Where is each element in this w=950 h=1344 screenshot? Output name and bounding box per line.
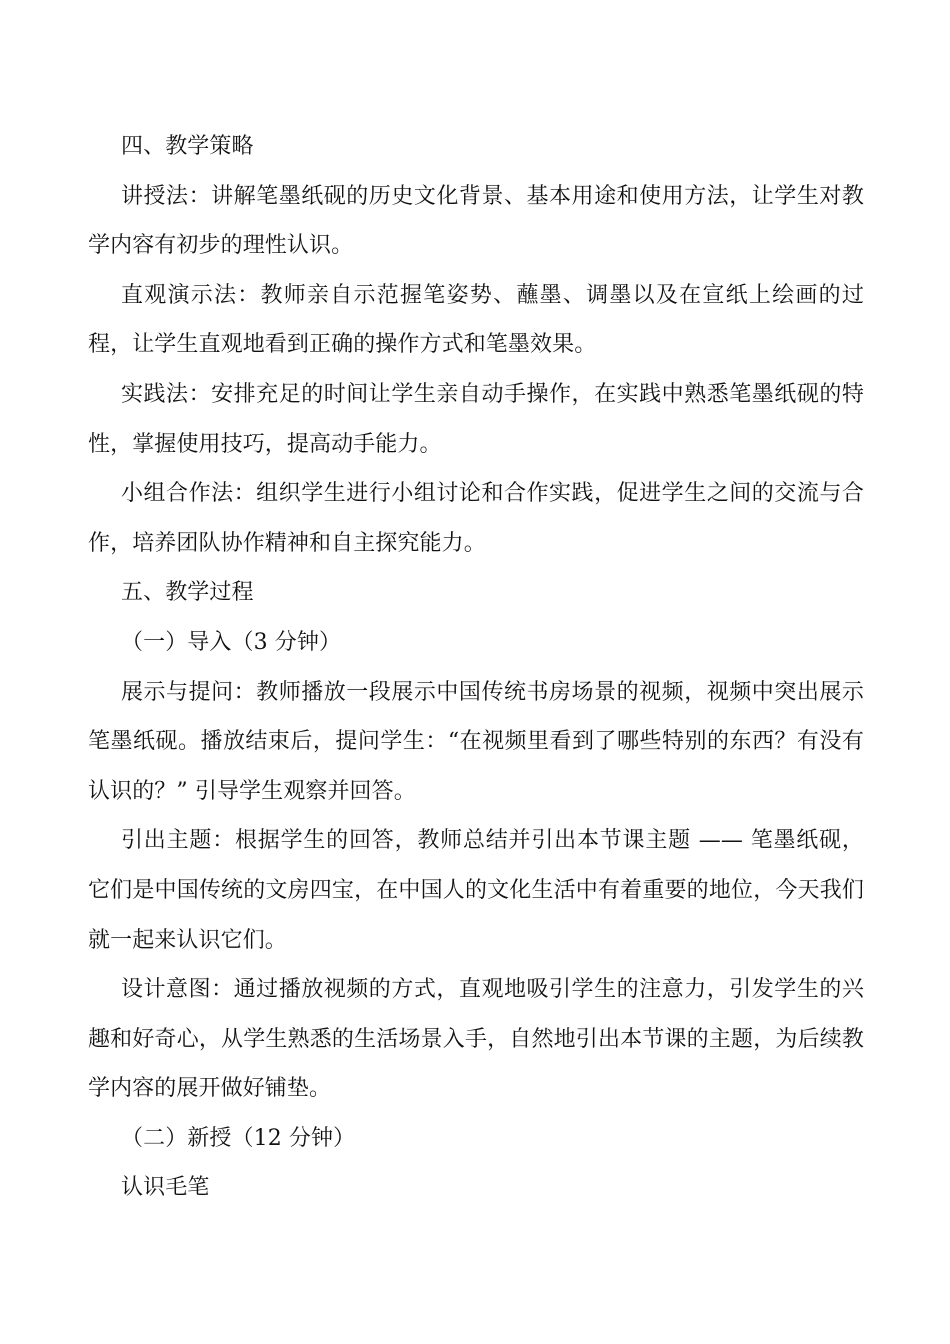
subheading-new-lesson: （二）新授（12 分钟） xyxy=(121,1125,356,1151)
paragraph-show-and-ask: 展示与提问：教师播放一段展示中国传统书房场景的视频，视频中突出展示笔墨纸砚。播放结束后，提问学生：“在视频里看到了哪些特别的东西？有没有认识的？” 引导学生观察并回答。 xyxy=(88,679,864,804)
subheading-introduction: （一）导入（3 分钟） xyxy=(121,629,342,655)
section-heading-teaching-process: 五、教学过程 xyxy=(121,580,254,606)
section-heading-teaching-strategy: 四、教学策略 xyxy=(121,134,254,159)
document-page xyxy=(88,122,864,1213)
heading-know-brush: 认识毛笔 xyxy=(121,1175,210,1201)
paragraph-lecture-method: 讲授法：讲解笔墨纸砚的历史文化背景、基本用途和使用方法，让学生对教学内容有初步的理性认识。 xyxy=(88,183,864,259)
paragraph-introduce-topic: 引出主题：根据学生的回答，教师总结并引出本节课主题 —— 笔墨纸砚，它们是中国传统的文房四宝，在中国人的文化生活中有着重要的地位，今天我们就一起来认识它们。 xyxy=(88,828,864,953)
paragraph-design-intent: 设计意图：通过播放视频的方式，直观地吸引学生的注意力，引发学生的兴趣和好奇心，从学生熟悉的生活场景入手，自然地引出本节课的主题，为后续教学内容的展开做好铺垫。 xyxy=(88,977,864,1102)
paragraph-practice-method: 实践法：安排充足的时间让学生亲自动手操作，在实践中熟悉笔墨纸砚的特性，掌握使用技巧，提高动手能力。 xyxy=(88,381,864,457)
paragraph-group-cooperation-method: 小组合作法：组织学生进行小组讨论和合作实践，促进学生之间的交流与合作，培养团队协作精神和自主探究能力。 xyxy=(88,481,864,556)
paragraph-demonstration-method: 直观演示法：教师亲自示范握笔姿势、蘸墨、调墨以及在宣纸上绘画的过程，让学生直观地看到正确的操作方式和笔墨效果。 xyxy=(88,282,864,358)
